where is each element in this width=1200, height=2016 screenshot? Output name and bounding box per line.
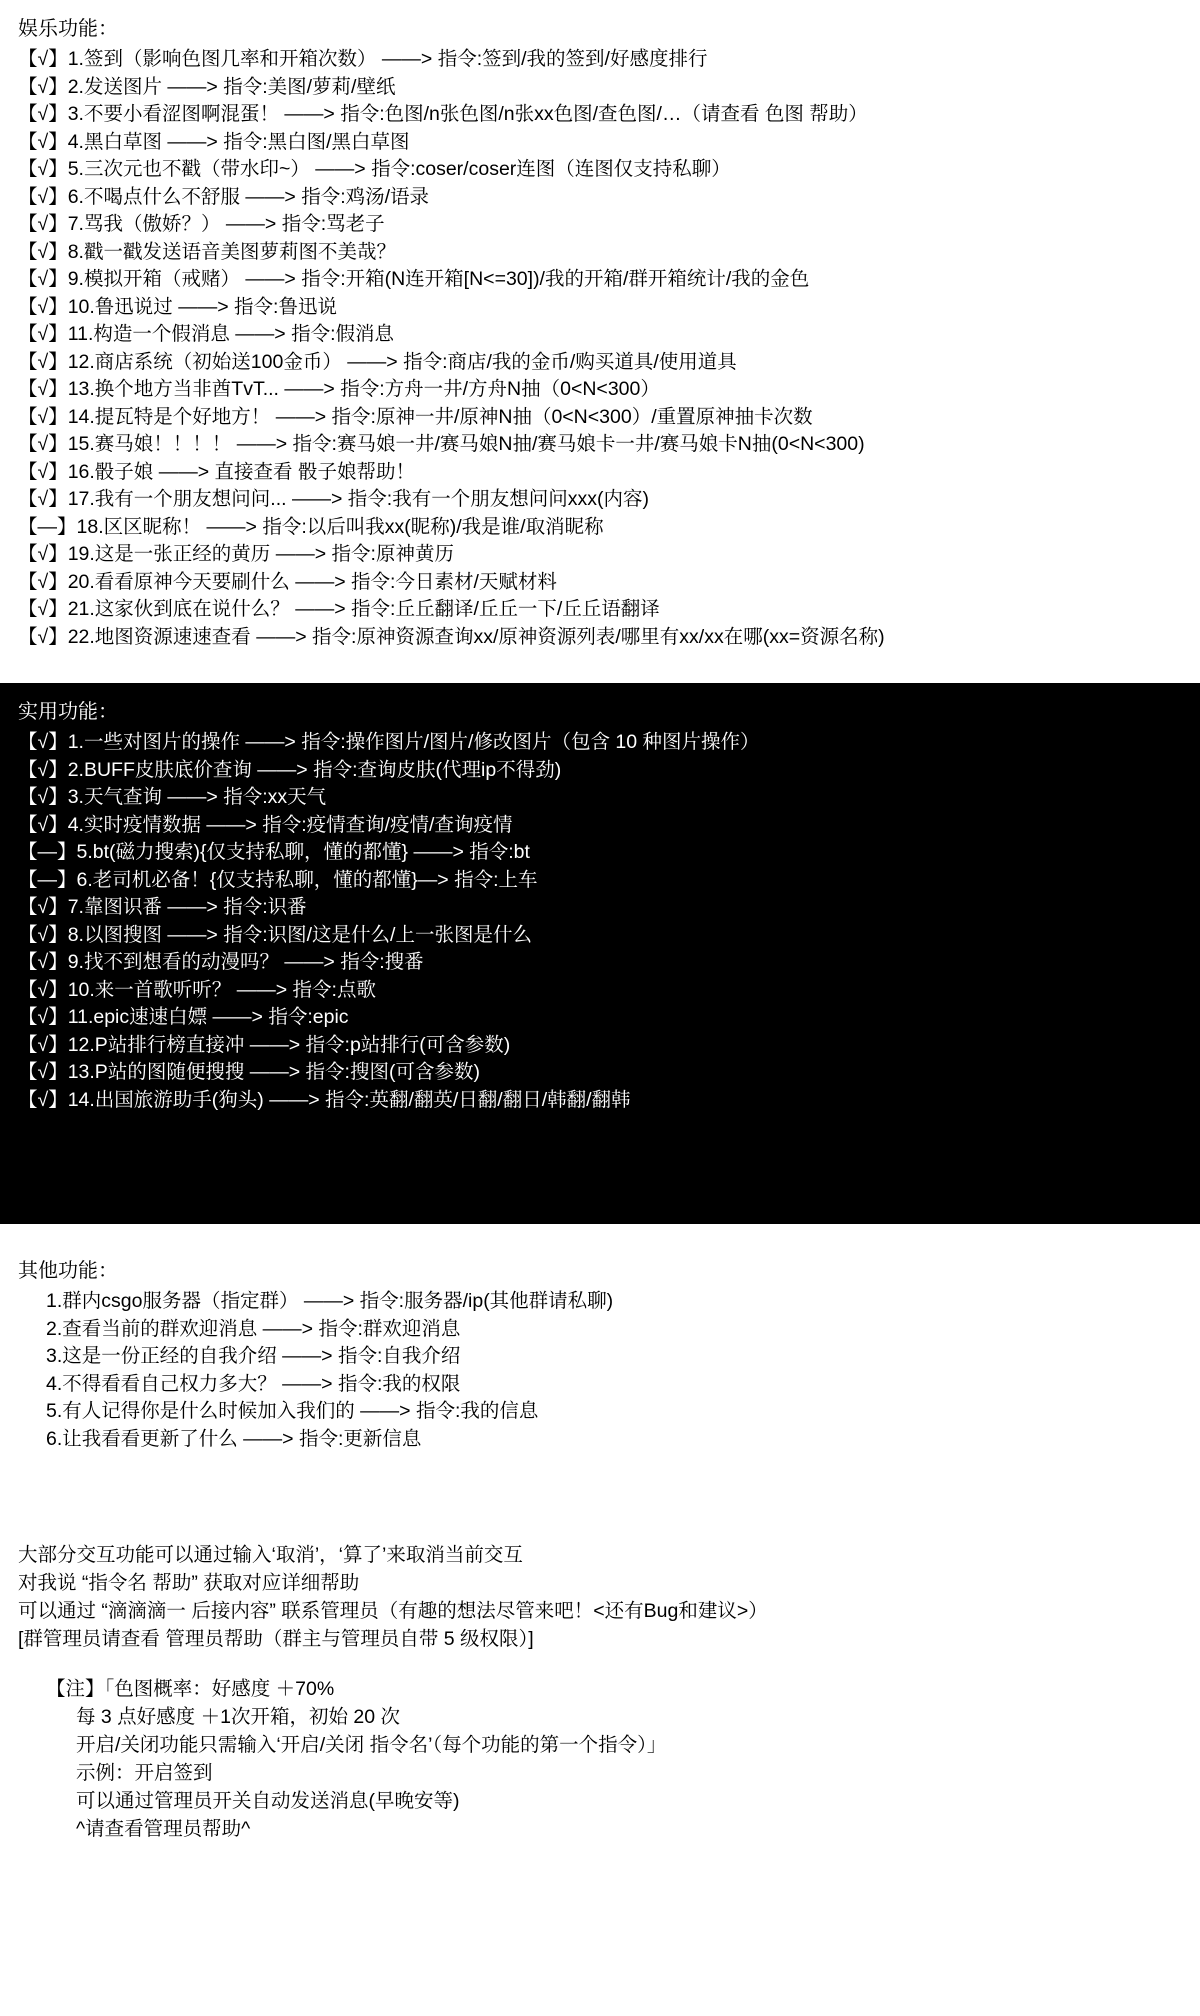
list-item: 5.有人记得你是什么时候加入我们的 ——> 指令:我的信息 bbox=[46, 1400, 539, 1422]
list-item: 【√】6.不喝点什么不舒服 ——> 指令:鸡汤/语录 bbox=[18, 185, 430, 208]
section-practical-spacer bbox=[0, 1114, 1200, 1210]
footer-line: 可以通过 “滴滴滴一 后接内容” 联系管理员（有趣的想法尽管来吧！<还有Bug和建议>） bbox=[18, 1600, 768, 1622]
note-block bbox=[18, 1653, 1200, 1843]
note-line: 示例：开启签到 bbox=[76, 1762, 213, 1784]
list-item: 【√】11.构造一个假消息 ——> 指令:假消息 bbox=[18, 323, 395, 345]
footer-line: 对我说 “指令名 帮助” 获取对应详细帮助 bbox=[18, 1572, 360, 1594]
list-item: 【√】14.出国旅游助手(狗头) ——> 指令:英翻/翻英/日翻/翻日/韩翻/翻韩 bbox=[18, 1088, 631, 1111]
list-item: 【√】12.商店系统（初始送100金币） ——> 指令:商店/我的金币/购买道具/使用道具 bbox=[18, 350, 737, 373]
list-item: 【√】7.骂我（傲娇？） ——> 指令:骂老子 bbox=[18, 213, 385, 235]
list-item: 【√】16.骰子娘 ——> 直接查看 骰子娘帮助！ bbox=[18, 460, 415, 483]
list-item: 2.查看当前的群欢迎消息 ——> 指令:群欢迎消息 bbox=[46, 1317, 461, 1340]
section-others bbox=[0, 1242, 1200, 1467]
list-item: 1.群内csgo服务器（指定群） ——> 指令:服务器/ip(其他群请私聊) bbox=[46, 1290, 614, 1312]
list-item: 【√】1.签到（影响色图几率和开箱次数） ——> 指令:签到/我的签到/好感度排行 bbox=[18, 48, 708, 70]
list-item: 【√】12.P站排行榜直接冲 ——> 指令:p站排行(可含参数) bbox=[18, 1033, 511, 1056]
list-item: 6.让我看看更新了什么 ——> 指令:更新信息 bbox=[46, 1427, 422, 1450]
section-practical bbox=[0, 683, 1200, 1224]
list-item: 【√】22.地图资源速速查看 ——> 指令:原神资源查询xx/原神资源列表/哪里有xx/xx在哪(xx=资源名称) bbox=[18, 625, 885, 648]
note-line: 【注】「色图概率：好感度 ＋70% bbox=[46, 1678, 335, 1700]
list-item: 【√】5.三次元也不戳（带水印~） ——> 指令:coser/coser连图（连图仅支持私聊） bbox=[18, 158, 731, 180]
section-entertainment-lines bbox=[0, 46, 1200, 651]
list-item: 【√】15.赛马娘！！！！ ——> 指令:赛马娘一井/赛马娘N抽/赛马娘卡一井/赛马娘卡N抽(0<N<300) bbox=[18, 433, 865, 455]
divider-gap-3 bbox=[0, 1467, 1200, 1541]
list-item: 【√】13.换个地方当非酋TvT... ——> 指令:方舟一井/方舟N抽（0<N<300） bbox=[18, 378, 660, 400]
list-item: 【√】2.发送图片 ——> 指令:美图/萝莉/壁纸 bbox=[18, 75, 396, 98]
list-item: 【√】3.不要小看涩图啊混蛋！ ——> 指令:色图/n张色图/n张xx色图/查色图/…（请查看 色图 帮助） bbox=[18, 103, 868, 125]
list-item: 【√】1.一些对图片的操作 ——> 指令:操作图片/图片/修改图片（包含 10 种图片操作） bbox=[18, 731, 760, 753]
list-item: 【√】13.P站的图随便搜搜 ——> 指令:搜图(可含参数) bbox=[18, 1061, 480, 1083]
list-item: 【√】9.模拟开箱（戒赌） ——> 指令:开箱(N连开箱[N<=30])/我的开箱/群开箱统计/我的金色 bbox=[18, 268, 810, 290]
list-item: 【√】4.黑白草图 ——> 指令:黑白图/黑白草图 bbox=[18, 130, 410, 153]
list-item: 【√】11.epic速速白嫖 ——> 指令:epic bbox=[18, 1006, 349, 1028]
list-item: 3.这是一份正经的自我介绍 ——> 指令:自我介绍 bbox=[46, 1345, 461, 1367]
list-item: 【—】5.bt(磁力搜索){仅支持私聊，懂的都懂} ——> 指令:bt bbox=[18, 841, 530, 863]
divider-gap-2 bbox=[0, 1224, 1200, 1242]
footer-notes bbox=[0, 1541, 1200, 1843]
section-others-title: 其他功能： bbox=[18, 1260, 118, 1282]
section-others-lines bbox=[0, 1288, 1200, 1453]
footer-line: 大部分交互功能可以通过输入‘取消’，‘算了’来取消当前交互 bbox=[18, 1544, 523, 1566]
list-item: 【√】14.提瓦特是个好地方！ ——> 指令:原神一井/原神N抽（0<N<300）/重置原神抽卡次数 bbox=[18, 405, 813, 428]
list-item: 【√】4.实时疫情数据 ——> 指令:疫情查询/疫情/查询疫情 bbox=[18, 813, 513, 836]
list-item: 【—】18.区区昵称！ ——> 指令:以后叫我xx(昵称)/我是谁/取消昵称 bbox=[18, 515, 604, 538]
list-item: 【√】2.BUFF皮肤底价查询 ——> 指令:查询皮肤(代理ip不得劲) bbox=[18, 758, 562, 781]
page-bottom-spacer bbox=[0, 1843, 1200, 1903]
list-item: 【√】9.找不到想看的动漫吗？ ——> 指令:搜番 bbox=[18, 951, 424, 973]
list-item: 【√】10.鲁迅说过 ——> 指令:鲁迅说 bbox=[18, 295, 337, 318]
list-item: 【√】21.这家伙到底在说什么？ ——> 指令:丘丘翻译/丘丘一下/丘丘语翻译 bbox=[18, 598, 660, 620]
list-item: 【√】8.以图搜图 ——> 指令:识图/这是什么/上一张图是什么 bbox=[18, 923, 532, 946]
section-entertainment-title: 娱乐功能： bbox=[18, 18, 118, 40]
list-item: 【√】17.我有一个朋友想问问... ——> 指令:我有一个朋友想问问xxx(内容) bbox=[18, 488, 649, 510]
list-item: 【√】7.靠图识番 ——> 指令:识番 bbox=[18, 896, 307, 918]
list-item: 【√】3.天气查询 ——> 指令:xx天气 bbox=[18, 786, 327, 808]
note-line: 可以通过管理员开关自动发送消息(早晚安等) bbox=[76, 1790, 460, 1812]
note-line: ^请查看管理员帮助^ bbox=[76, 1818, 251, 1840]
list-item: 【√】20.看看原神今天要刷什么 ——> 指令:今日素材/天赋材料 bbox=[18, 570, 557, 593]
section-practical-lines bbox=[0, 729, 1200, 1114]
section-entertainment bbox=[0, 0, 1200, 665]
list-item: 【—】6.老司机必备！{仅支持私聊，懂的都懂}—> 指令:上车 bbox=[18, 868, 538, 891]
list-item: 【√】10.来一首歌听听？ ——> 指令:点歌 bbox=[18, 978, 376, 1001]
note-line: 开启/关闭功能只需输入‘开启/关闭 指令名’（每个功能的第一个指令）」 bbox=[76, 1734, 667, 1756]
note-line: 每 3 点好感度 ＋1次开箱，初始 20 次 bbox=[76, 1706, 400, 1728]
list-item: 【√】8.戳一戳发送语音美图萝莉图不美哉？ bbox=[18, 240, 396, 263]
divider-gap-1 bbox=[0, 665, 1200, 683]
list-item: 【√】19.这是一张正经的黄历 ——> 指令:原神黄历 bbox=[18, 543, 454, 565]
section-practical-title: 实用功能： bbox=[18, 701, 118, 723]
list-item: 4.不得看看自己权力多大？ ——> 指令:我的权限 bbox=[46, 1372, 461, 1395]
footer-line: [群管理员请查看 管理员帮助（群主与管理员自带 5 级权限）] bbox=[18, 1628, 534, 1650]
